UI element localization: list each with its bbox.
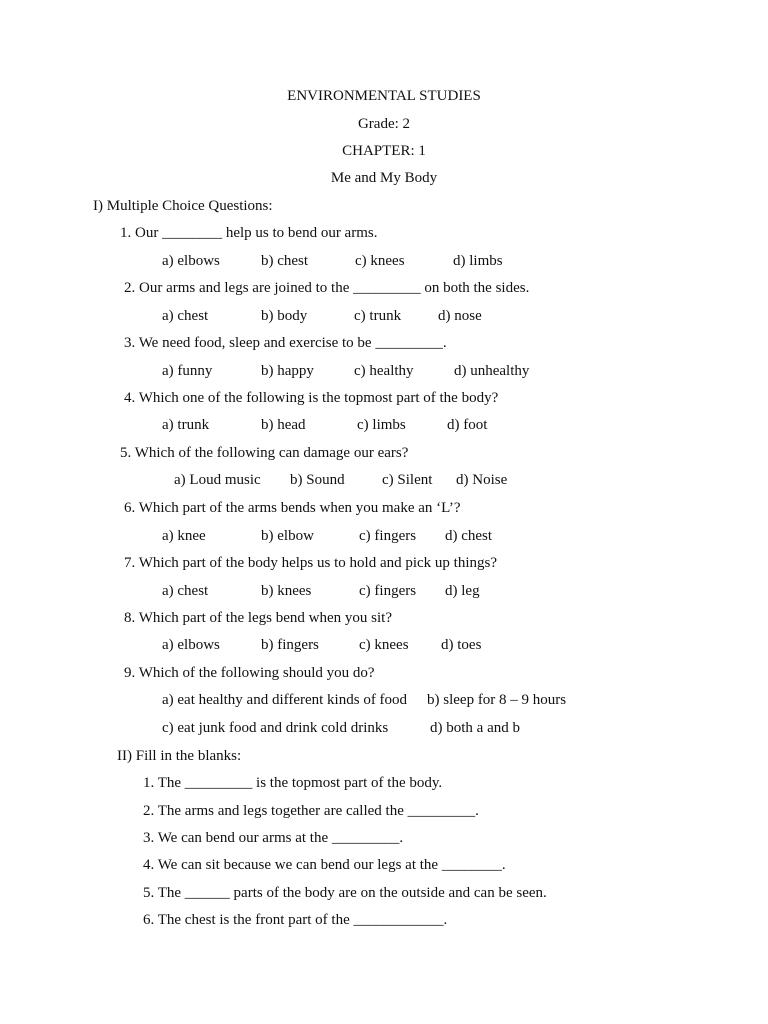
question-8-option-d: d) toes bbox=[441, 637, 482, 653]
question-2-option-b: b) body bbox=[261, 308, 308, 324]
question-7-option-b: b) knees bbox=[261, 583, 312, 599]
chapter-title: Me and My Body bbox=[330, 170, 438, 186]
question-5-option-c: c) Silent bbox=[382, 472, 433, 488]
fill-blank-6: 6. The chest is the front part of the ____________. bbox=[143, 912, 448, 928]
question-4-option-b: b) head bbox=[261, 417, 306, 433]
question-6-option-c: c) fingers bbox=[359, 528, 417, 544]
question-3-option-c: c) healthy bbox=[354, 363, 414, 379]
question-3-option-b: b) happy bbox=[261, 363, 314, 379]
fill-blank-1: 1. The _________ is the topmost part of the body. bbox=[143, 775, 443, 791]
question-2: 2. Our arms and legs are joined to the _________ on both the sides. bbox=[124, 280, 530, 296]
question-6-option-a: a) knee bbox=[162, 528, 206, 544]
fill-blank-3: 3. We can bend our arms at the _________. bbox=[143, 830, 404, 846]
grade-label: Grade: 2 bbox=[357, 116, 411, 132]
question-6: 6. Which part of the arms bends when you make an ‘L’? bbox=[124, 500, 461, 516]
question-8-option-b: b) fingers bbox=[261, 637, 319, 653]
mcq-heading: I) Multiple Choice Questions: bbox=[93, 198, 273, 214]
question-1-option-a: a) elbows bbox=[162, 253, 220, 269]
question-7: 7. Which part of the body helps us to hold and pick up things? bbox=[124, 555, 498, 571]
question-6-option-d: d) chest bbox=[445, 528, 493, 544]
question-4-option-d: d) foot bbox=[447, 417, 488, 433]
fill-blank-2: 2. The arms and legs together are called the _________. bbox=[143, 803, 479, 819]
question-6-option-b: b) elbow bbox=[261, 528, 314, 544]
question-1-option-c: c) knees bbox=[355, 253, 405, 269]
question-8-option-c: c) knees bbox=[359, 637, 409, 653]
question-5: 5. Which of the following can damage our ears? bbox=[120, 445, 409, 461]
question-1-option-b: b) chest bbox=[261, 253, 309, 269]
question-1-option-d: d) limbs bbox=[453, 253, 503, 269]
question-9-option-c: c) eat junk food and drink cold drinks bbox=[162, 720, 389, 736]
fill-blank-4: 4. We can sit because we can bend our legs at the ________. bbox=[143, 857, 506, 873]
question-4-option-c: c) limbs bbox=[357, 417, 406, 433]
question-4-option-a: a) trunk bbox=[162, 417, 210, 433]
question-9-option-b: b) sleep for 8 – 9 hours bbox=[427, 692, 567, 708]
fill-blank-5: 5. The ______ parts of the body are on the outside and can be seen. bbox=[143, 885, 547, 901]
question-5-option-a: a) Loud music bbox=[174, 472, 261, 488]
question-2-option-d: d) nose bbox=[438, 308, 482, 324]
fill-blanks-heading: II) Fill in the blanks: bbox=[117, 748, 242, 764]
question-9-option-a: a) eat healthy and different kinds of food bbox=[162, 692, 408, 708]
question-5-option-d: d) Noise bbox=[456, 472, 508, 488]
question-2-option-a: a) chest bbox=[162, 308, 209, 324]
question-1: 1. Our ________ help us to bend our arms. bbox=[120, 225, 378, 241]
question-7-option-c: c) fingers bbox=[359, 583, 417, 599]
question-9: 9. Which of the following should you do? bbox=[124, 665, 375, 681]
subject-title: ENVIRONMENTAL STUDIES bbox=[287, 88, 481, 104]
question-7-option-a: a) chest bbox=[162, 583, 209, 599]
question-8: 8. Which part of the legs bend when you sit? bbox=[124, 610, 392, 626]
question-4: 4. Which one of the following is the topmost part of the body? bbox=[124, 390, 499, 406]
question-8-option-a: a) elbows bbox=[162, 637, 220, 653]
question-7-option-d: d) leg bbox=[445, 583, 480, 599]
question-3-option-d: d) unhealthy bbox=[454, 363, 530, 379]
question-3: 3. We need food, sleep and exercise to be _________. bbox=[124, 335, 447, 351]
question-2-option-c: c) trunk bbox=[354, 308, 402, 324]
question-3-option-a: a) funny bbox=[162, 363, 213, 379]
question-5-option-b: b) Sound bbox=[290, 472, 345, 488]
question-9-option-d: d) both a and b bbox=[430, 720, 520, 736]
chapter-label: CHAPTER: 1 bbox=[342, 143, 426, 159]
